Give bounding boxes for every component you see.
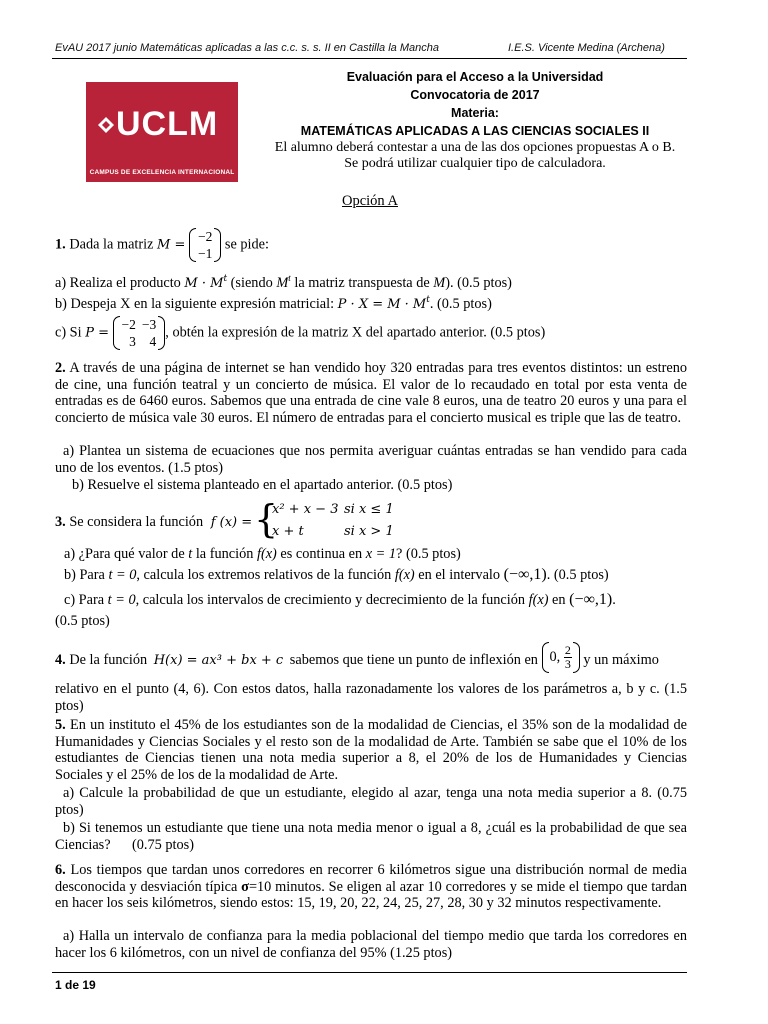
matrix-m [189,228,221,262]
q1a-text-2: (siendo [230,274,273,291]
q3b-text-3: en el intervalo [418,567,501,583]
q6-number: 6. [55,862,66,878]
q4-inflection-point [542,642,580,673]
q1-part-b [55,295,492,313]
page-number: 1 de 19 [55,978,96,992]
matrix-m-cell: −1 [197,246,213,261]
q3a-t: t [188,546,193,562]
matrix-p-cell: −3 [141,317,157,332]
q3-function-name: f (x) = [210,515,253,530]
q5-text: En un instituto el 45% de los estudiantes son de la modalidad de Ciencias, el 35% son de la modalidad de Humanidades y Ciencias Sociales y el resto son de la modalidad de Arte. También se sabe que el 10% de los estudiantes de Ciencias tienen una nota media superior a 8, el 20% de los de Humanidades y Ciencias Sociales y el 25% de los de la modalidad de Arte. [55,717,688,783]
q1a-text-5: M [433,274,446,291]
q3-part-a [64,546,461,563]
q4-frac-num: 2 [564,643,571,657]
q2-part-a: a) Plantea un sistema de ecuaciones que nos permita averiguar cuántas entradas se han vendido para cada uno de los eventos. (1.5 ptos) [55,443,687,476]
q1-intro-suffix: se pide: [224,236,269,253]
q3a-points: ? (0.5 ptos) [396,546,461,562]
q3a-text: a) ¿Para qué valor de [64,546,185,562]
q3c-text: c) Para [64,592,105,608]
matrix-p [113,316,166,350]
q4-frac-den: 3 [564,657,571,671]
q1a-text-6: ). (0.5 ptos) [445,274,512,291]
q4-fraction [564,644,572,671]
exam-session: Convocatoria de 2017 [410,88,540,102]
q2-text: A través de una página de internet se han vendido hoy 320 entradas para tres eventos distintos: un estreno de cine, una función teatral y un concierto de música. El valor de lo recaudado en total por esta venta de entradas es de 6460 euros. Sabemos que una entrada de cine vale 8 euros, una de teatro 20 euros y una para el concierto de música vale 30 euros. El número de entradas para el concierto musical es triple que las de teatro. [55,360,687,426]
q5-part-a: a) Calcule la probabilidad de que un estudiante, elegido al azar, tenga una nota media superior a 8. (0.75 ptos) [55,785,687,818]
q2-part-b: b) Resuelve el sistema planteado en el apartado anterior. (0.5 ptos) [72,477,453,493]
matrix-p-cell: 3 [129,334,136,349]
subject-name: MATEMÁTICAS APLICADAS A LAS CIENCIAS SOCIALES II [300,124,650,138]
q4-text-3: y un máximo [583,651,659,668]
q1c-text: c) Si [55,324,82,341]
q3-intro [55,514,252,531]
q6-statement [55,862,687,912]
exam-title-block [255,68,695,172]
uclm-emblem-icon [96,115,116,135]
q1a-text: a) Realiza el producto [55,274,181,291]
q4-line-2: relativo en el punto (4, 6). Con estos datos, halla razonadamente los valores de los parámetros a, b y c. (1.5 ptos) [55,681,687,714]
q1b-transpose-sup: t [426,295,430,305]
q4-number: 4. [55,651,66,668]
q1-part-a [55,273,512,292]
footer-rule [52,972,687,973]
q1-intro-text: Dada la matriz [69,236,154,253]
q1b-points: . (0.5 ptos) [429,295,492,312]
q3a-text-3: es continua en [280,546,363,562]
option-heading: Opción A [342,193,398,209]
q3c-t: t = 0 [107,592,136,608]
q4-intro [55,643,659,673]
q1c-matrix-label: P = [85,325,109,341]
q3-case-2-expr: x + t [272,524,304,539]
q4-formula: H(x) = ax³ + bx + c [153,652,284,668]
q2-number: 2. [55,360,66,376]
matrix-p-cell: −2 [121,317,136,332]
q3a-f: f(x) [256,546,277,562]
q1a-text-3: M [276,274,289,291]
q2-statement [55,360,687,426]
q4-point-x: 0, [549,648,561,665]
q3b-points: . (0.5 ptos) [546,567,609,583]
q3-number: 3. [55,514,66,530]
exam-title: Evaluación para el Acceso a la Universidad [346,70,604,84]
instructions-line-1: El alumno deberá contestar a una de las dos opciones propuestas A o B. [274,140,676,155]
q3-case-1-cond: si x ≤ 1 [344,502,394,517]
q3-part-c-points: (0.5 ptos) [55,613,110,629]
q1a-text-4: la matriz transpuesta de [294,274,430,291]
header-rule [52,58,687,59]
q3-part-c [64,591,616,609]
logo-wordmark: UCLM [116,105,219,143]
q5-statement [55,717,687,783]
q3a-x: x = 1 [365,546,397,562]
q3c-text-2: , calcula los intervalos de crecimiento y decrecimiento de la función [135,592,526,608]
q3-case-1 [272,502,394,517]
q6-text: Los tiempos que tardan unos corredores en recorrer 6 kilómetros sigue una distribución normal de media desconocida y desviación típica [55,862,688,895]
matrix-p-cell: 4 [149,334,157,349]
q3c-interval: (−∞,1) [569,591,613,608]
q3b-text: b) Para [64,567,105,583]
q6-part-a: a) Halla un intervalo de confianza para la media poblacional del tiempo medio que tarda los corredores en hacer los 6 kilómetros, con un nivel de confianza del 95% (1.25 ptos) [55,928,687,961]
q3c-text-3: en [552,592,566,608]
q1a-transpose-sup-2: t [288,273,291,283]
q1b-formula: P · X = M · M [337,296,427,312]
matrix-m-cell: −2 [197,229,213,244]
q1-part-c [55,316,545,350]
q6-sigma: σ [241,878,249,895]
q6-text-2: =10 minutos. Se eligen al azar 10 corredores y se mide el tiempo que tardan en hacer los seis kilómetros, siendo estos: 15, 19, 20, 22, 24, 25, 27, 28, 30 y 32 minutos respectivamente. [55,878,688,911]
q1b-text: b) Despeja X en la siguiente expresión matricial: [55,295,335,312]
instructions-line-2: Se podrá utilizar cualquier tipo de calculadora. [344,156,606,171]
q1a-formula: M · M [184,275,224,291]
q3-case-1-expr: x² + x − 3 [272,502,339,517]
q1-matrix-label: M = [157,237,186,253]
q1c-text-2: , obtén la expresión de la matriz X del apartado anterior. (0.5 ptos) [165,324,546,341]
q3b-interval: (−∞,1) [503,566,547,583]
q5-number: 5. [55,717,66,733]
q4-text-2: sabemos que tiene un punto de inflexión en [289,651,538,668]
q1a-transpose-sup: t [223,274,228,284]
q3b-text-2: , calcula los extremos relativos de la función [136,567,392,583]
q3-case-2-cond: si x > 1 [344,524,394,539]
q3-case-2 [272,524,394,539]
uclm-logo [86,82,238,182]
q1-number: 1. [55,236,66,253]
q5-part-b: b) Si tenemos un estudiante que tiene una nota media menor o igual a 8, ¿cuál es la probabilidad de que sea Ciencias? (0.75 ptos) [55,820,691,853]
header-course-title: EvAU 2017 junio Matemáticas aplicadas a las c.c. s. s. II en Castilla la Mancha [55,42,439,54]
q4-text: De la función [69,651,148,668]
q3c-text-4: . [612,592,616,608]
logo-subtitle: CAMPUS DE EXCELENCIA INTERNACIONAL [89,169,235,176]
piecewise-brace: { [254,497,279,541]
q3a-text-2: la función [195,546,254,562]
q1-intro [55,228,269,262]
subject-label: Materia: [451,106,499,120]
q3-intro-text: Se considera la función [69,514,204,530]
q3b-t: t = 0 [108,567,137,583]
q3-part-b [64,566,609,584]
q3c-f: f(x) [528,592,549,608]
header-school-name: I.E.S. Vicente Medina (Archena) [508,42,665,54]
q3b-f: f(x) [394,567,415,583]
